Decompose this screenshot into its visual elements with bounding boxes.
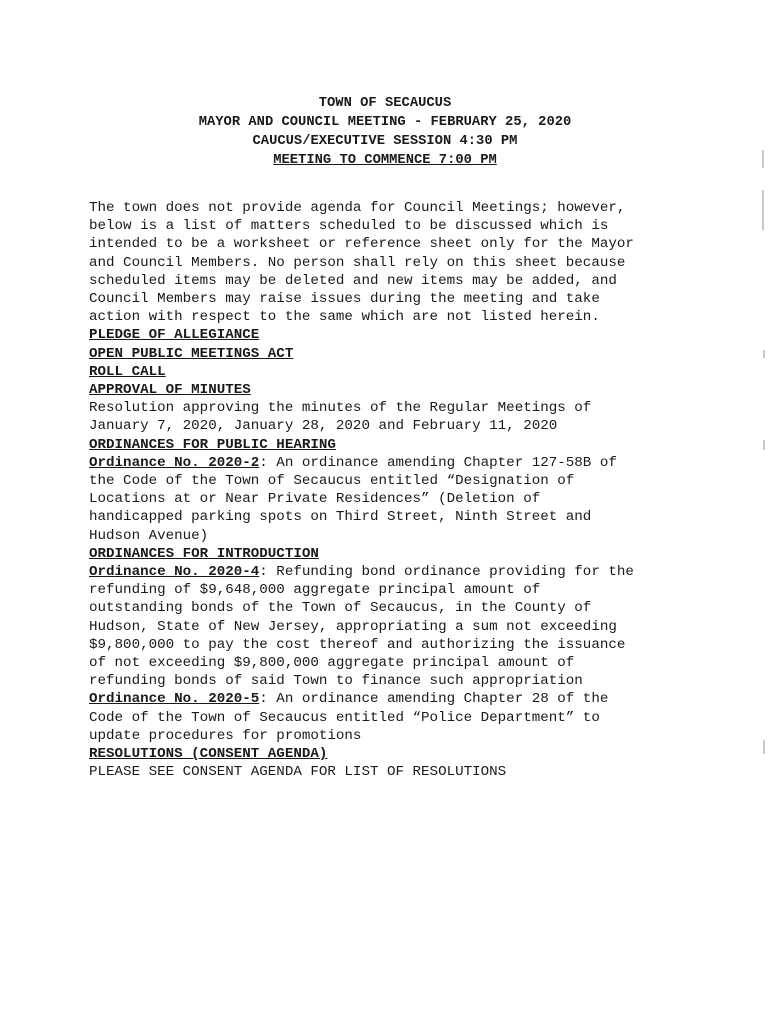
session-time: CAUCUS/EXECUTIVE SESSION 4:30 PM [252,134,518,149]
ordinance-2020-5-text: : An ordinance amending Chapter 28 of the Code of the Town of Secaucus entitled “Police Department” to update procedures for promotions [89,691,609,744]
ordinance-2020-5-label: Ordinance No. 2020-5 [89,691,260,708]
agenda-body [89,199,709,782]
minutes-text: Resolution approving the minutes of the Regular Meetings of January 7, 2020, January 28, 2020 and February 11, 2020 [89,400,592,435]
public-hearing-heading: ORDINANCES FOR PUBLIC HEARING [89,436,336,453]
introduction-heading: ORDINANCES FOR INTRODUCTION [89,545,319,562]
resolutions-heading: RESOLUTIONS (CONSENT AGENDA) [89,746,328,763]
ordinance-2020-4-text: : Refunding bond ordinance providing for the refunding of $9,648,000 aggregate principal amount of outstanding bonds of the Town of Secaucus, in the County of Hudson, State of New Jersey, appropriating a sum not exceeding $9,800,000 to pay the cost thereof and authorizing the issuance of not exceeding $9,800,000 aggregate principal amount of refunding bonds of said Town to finance such appropriation [89,564,634,690]
ordinance-2020-4-label: Ordinance No. 2020-4 [89,564,260,581]
town-title: TOWN OF SECAUCUS [318,96,452,111]
intro-paragraph: The town does not provide agenda for Council Meetings; however, below is a list of matters scheduled to be discussed which is intended to be a worksheet or reference sheet only for the Mayor and Council Members. No person shall rely on this sheet because scheduled items may be deleted and new items may be added, and Council Members may raise issues during the meeting and take action with respect to the same which are not listed herein. [89,200,634,326]
resolutions-text: PLEASE SEE CONSENT AGENDA FOR LIST OF RESOLUTIONS [89,764,507,781]
scan-edge-mark [763,440,765,450]
scan-edge-mark [762,150,764,168]
scan-edge-mark [763,350,765,358]
scan-edge-mark [763,740,765,754]
document-header [0,94,770,170]
open-meetings-heading: OPEN PUBLIC MEETINGS ACT [89,345,294,362]
ordinance-2020-2-label: Ordinance No. 2020-2 [89,454,260,471]
commence-time: MEETING TO COMMENCE 7:00 PM [273,153,497,168]
meeting-title: MAYOR AND COUNCIL MEETING - FEBRUARY 25, 2020 [198,115,572,130]
pledge-heading: PLEDGE OF ALLEGIANCE [89,327,260,344]
minutes-heading: APPROVAL OF MINUTES [89,382,251,399]
ordinance-2020-2-text: : An ordinance amending Chapter 127-58B of the Code of the Town of Secaucus entitled “Designation of Locations at or Near Private Residences” (Deletion of handicapped parking spots on Third Street, Ninth Street and Hudson Avenue) [89,454,617,544]
scan-edge-mark [762,190,764,230]
roll-call-heading: ROLL CALL [89,363,166,380]
